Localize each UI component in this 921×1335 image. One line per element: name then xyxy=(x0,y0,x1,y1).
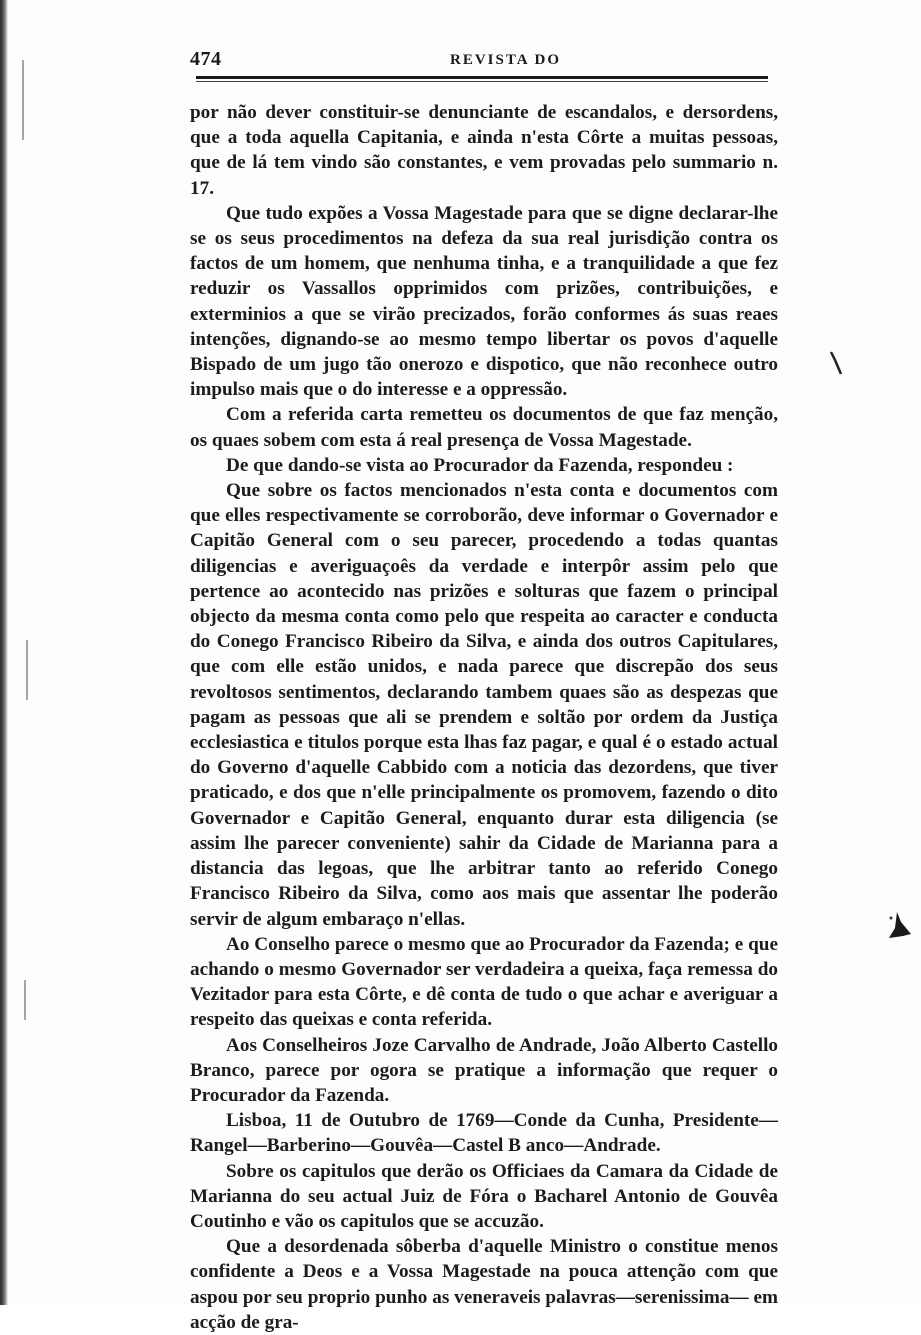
paragraph: Que sobre os factos mencionados n'esta conta e documentos com que elles respectivamente se corroborão, deve informar o Governador e Capitão General com o seu parecer, procedendo a todas quantas diligencias e averiguaçoês da verdade e interpôr assim pelo que pertence ao acontecido nas prizões e solturas que fazem o principal objecto da mesma conta como pelo que respeita ao caracter e conducta do Conego Francisco Ribeiro da Silva, e ainda dos outros Capitulares, que com elle estão unidos, e nada parece que discrepão dos seus revoltosos sentimentos, declarando tambem quaes são as despezas que pagam as pessoas que ali se prendem e soltão por ordem da Justiça ecclesiastica e titulos porque esta lhas faz pagar, e qual é o estado actual do Governo d'aquelle Cabbido com a noticia das dezordens, que tiver praticado, e dos que n'elle principalmente os promovem, fazendo o dito Governador e Capitão General, enquanto durar esta diligencia (se assim lhe parecer conveniente) sahir da Cidade de Marianna para a distancia das legoas, que lhe arbitrar tanto ao referido Conego Francisco Ribeiro da Silva, como aos mais que assentar lhe poderão servir de algum embaraço n'ellas. xyxy=(190,480,778,930)
book-binding-edge xyxy=(0,0,8,1305)
body-text xyxy=(190,100,778,1335)
paragraph: Aos Conselheiros Joze Carvalho de Andrade, João Alberto Castello Branco, parece por ogora se pratique a informação que requer o Procurador da Fazenda. xyxy=(190,1034,778,1106)
edge-mark xyxy=(26,640,28,700)
paragraph: Que tudo expões a Vossa Magestade para que se digne declarar-lhe se os seus procedimentos na defeza da sua real jurisdição contra os factos de um homem, que nenhuma tinha, e a tranquilidade a que fez reduzir os Vassallos opprimidos com prizões, contribuições, e exterminios a que se virão precizados, forão conformes ás suas reaes intenções, dignando-se ao mesmo tempo libertar os povos d'aquelle Bispado de um jugo tão onerozo e dispotico, que não reconhece outro impulso mais que o do interesse e a oppressão. xyxy=(190,202,778,401)
margin-mark-icon xyxy=(829,350,843,378)
paragraph: por não dever constituir-se denunciante de escandalos, e dersordens, que a toda aquella Capitania, e ainda n'esta Côrte a muitas pessoas, que de lá tem vindo são constantes, e vem provadas pelo summario n. 17. xyxy=(190,102,778,199)
header-rule-thin xyxy=(196,81,768,82)
signatures-line: Lisboa, 11 de Outubro de 1769—Conde da Cunha, Presidente—Rangel—Barberino—Gouvêa—Castel B anco—Andrade. xyxy=(190,1110,778,1157)
edge-mark xyxy=(22,60,24,140)
edge-mark xyxy=(24,980,26,1020)
section-caption: Sobre os capitulos que derão os Officiaes da Camara da Cidade de Marianna do seu actual Juiz de Fóra o Bacharel Antonio de Gouvêa Coutinho e vão os capitulos que se accuzão. xyxy=(190,1160,778,1232)
page-number: 474 xyxy=(190,48,222,70)
paragraph: De que dando-se vista ao Procurador da Fazenda, respondeu : xyxy=(226,454,734,476)
paragraph: Que a desordenada sôberba d'aquelle Ministro o constitue menos confidente a Deos e a Vossa Magestade na pouca attenção com que aspou por seu proprio punho as veneraveis palavras—serenissima— em acção de gra- xyxy=(190,1236,778,1333)
paragraph: Com a referida carta remetteu os documentos de que faz menção, os quaes sobem com esta á real presença de Vossa Magestade. xyxy=(190,404,778,451)
running-title: REVISTA DO xyxy=(450,52,561,68)
paragraph: Ao Conselho parece o mesmo que ao Procurador da Fazenda; e que achando o mesmo Governador ser verdadeira a queixa, faça remessa do Vezitador para esta Côrte, e dê conta de tudo o que achar e averiguar a respeito das queixas e conta referida. xyxy=(190,933,778,1031)
header-rule xyxy=(196,76,768,79)
ink-stain-icon xyxy=(883,908,913,940)
page-header xyxy=(190,48,770,74)
